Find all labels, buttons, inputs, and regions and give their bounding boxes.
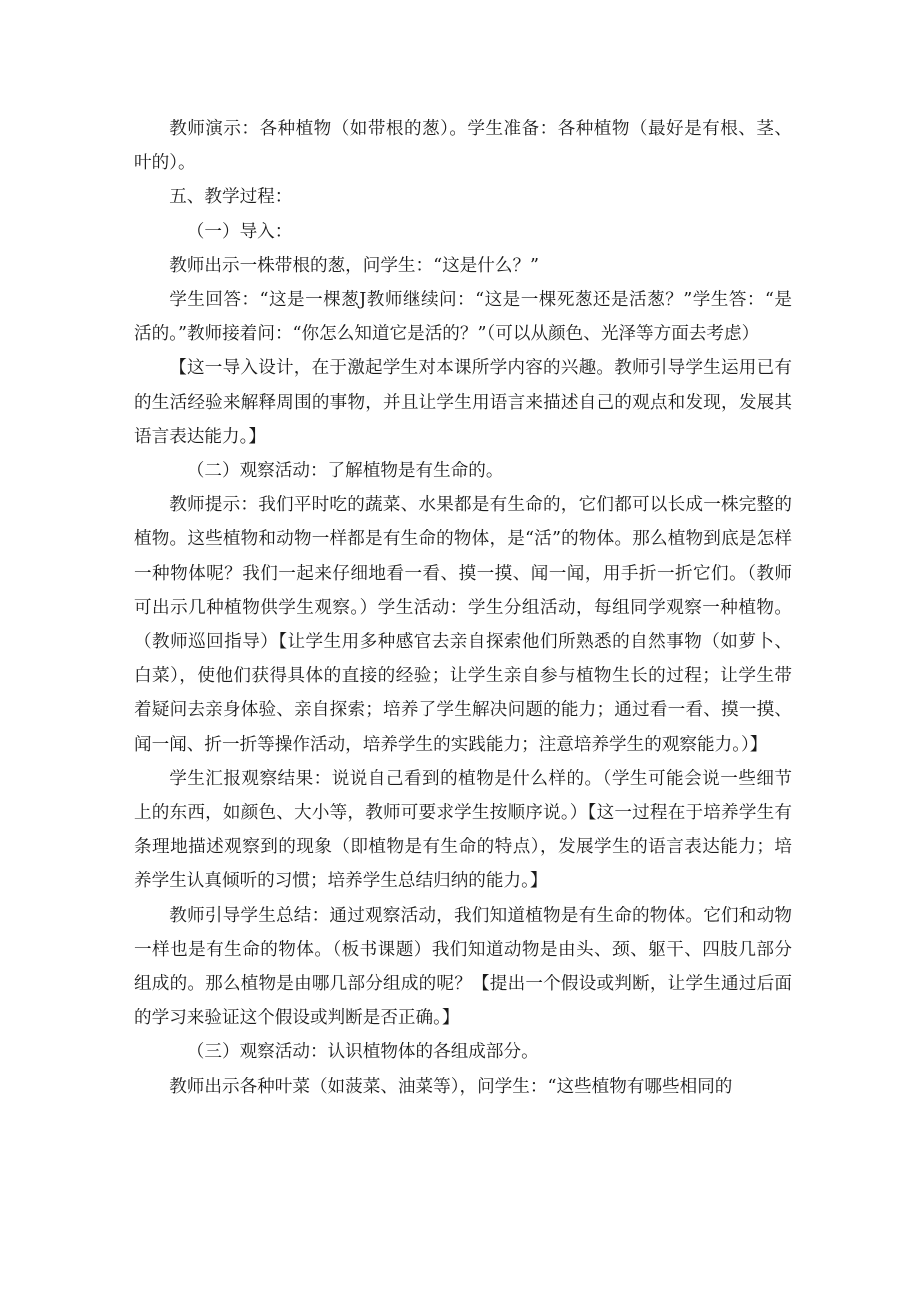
document-body <box>134 112 792 1104</box>
paragraph-teacher-hint: 教师提示：我们平时吃的蔬菜、水果都是有生命的，它们都可以长成一株完整的植物。这些植物和动物一样都是有生命的物体，是“活”的物体。那么植物到底是怎样一种物体呢？我们一起来仔细地看一看、摸一摸、闻一闻，用手折一折它们。（教师可出示几种植物供学生观察。）学生活动：学生分组活动，每组同学观察一种植物。（教师巡回指导）【让学生用多种感官去亲自探索他们所熟悉的自然事物（如萝卜、白菜），使他们获得具体的直接的经验；让学生亲自参与植物生长的过程；让学生带着疑问去亲身体验、亲自探索；培养了学生解决问题的能力；通过看一看、摸一摸、闻一闻、折一折等操作活动，培养学生的实践能力；注意培养学生的观察能力。）】 <box>134 495 792 755</box>
paragraph-materials: 教师演示：各种植物（如带根的葱）。学生准备：各种植物（最好是有根、茎、叶的）。 <box>134 119 792 174</box>
paragraph-design-note-1: 【这一导入设计，在于激起学生对本课所学内容的兴趣。教师引导学生运用已有的生活经验来解释周围的事物，并且让学生用语言来描述自己的观点和发现，发展其语言表达能力。】 <box>134 358 792 447</box>
subheading-observation-2: （三）观察活动：认识植物体的各组成部分。 <box>186 1042 539 1063</box>
heading-teaching-process: 五、教学过程： <box>169 187 293 208</box>
paragraph-show-onion: 教师出示一株带根的葱，问学生：“这是什么？” <box>169 255 540 276</box>
paragraph-student-answer: 学生回答：“这是一棵葱J教师继续问：“这是一棵死葱还是活葱？”学生答：“是活的。”教师接着问：“你怎么知道它是活的？”（可以从颜色、光泽等方面去考虑） <box>134 290 792 345</box>
paragraph-student-report: 学生汇报观察结果：说说自己看到的植物是什么样的。（学生可能会说一些细节上的东西，如颜色、大小等，教师可要求学生按顺序说。）【这一过程在于培养学生有条理地描述观察到的现象（即植物是有生命的特点），发展学生的语言表达能力；培养学生认真倾听的习惯；培养学生总结归纳的能力。】 <box>134 768 792 892</box>
subheading-observation-1: （二）观察活动：了解植物是有生命的。 <box>186 461 504 482</box>
paragraph-leaf-vegetables: 教师出示各种叶菜（如菠菜、油菜等），问学生：“这些植物有哪些相同的 <box>169 1076 733 1097</box>
subheading-introduction: （一）导入： <box>186 221 293 242</box>
paragraph-teacher-summary: 教师引导学生总结：通过观察活动，我们知道植物是有生命的物体。它们和动物一样也是有生命的物体。（板书课题）我们知道动物是由头、颈、躯干、四肢几部分组成的。那么植物是由哪几部分组成的呢？【提出一个假设或判断，让学生通过后面的学习来验证这个假设或判断是否正确。】 <box>134 905 792 1029</box>
